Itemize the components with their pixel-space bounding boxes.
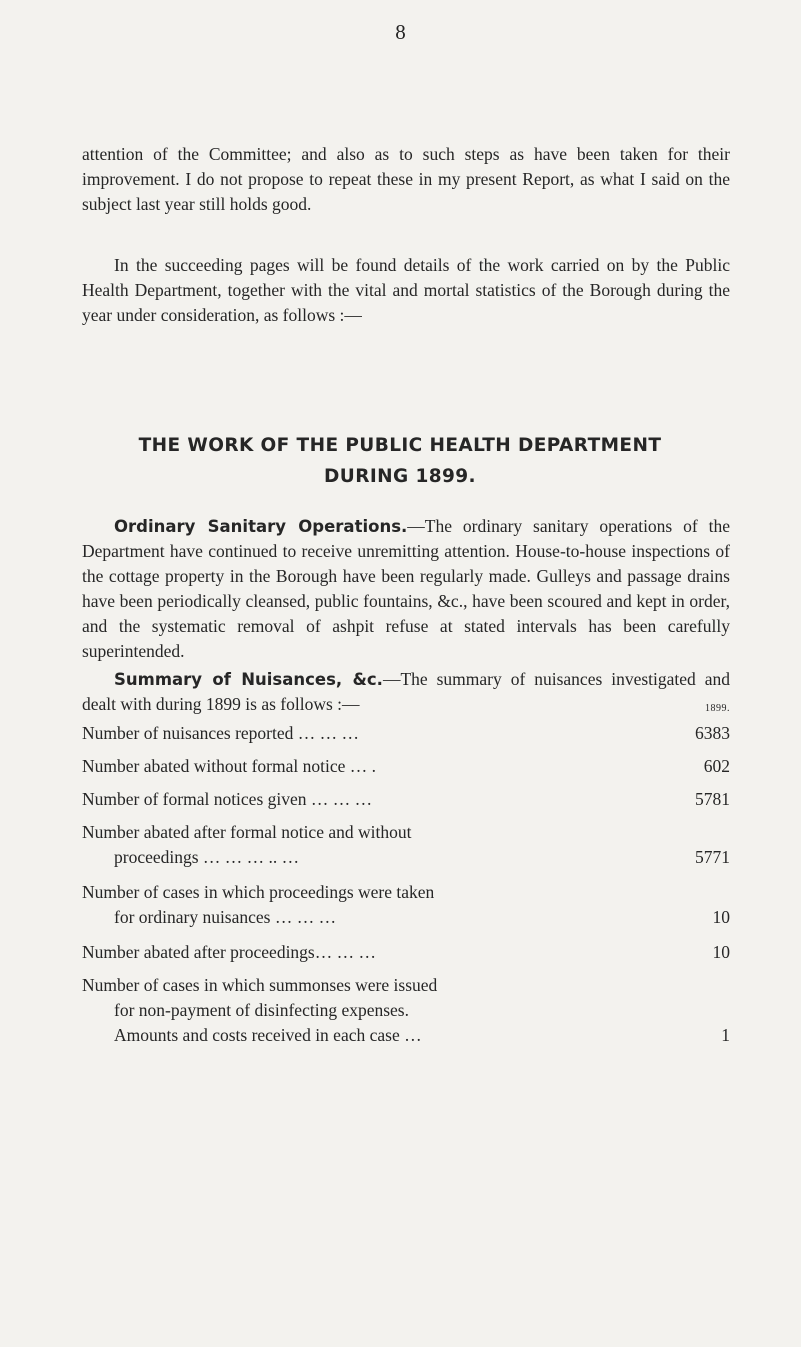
- row-label: Number of formal notices given … … …: [82, 789, 373, 809]
- page-number: 8: [395, 20, 406, 44]
- row-label-continuation: for ordinary nuisances … … …: [114, 907, 337, 927]
- table-row: [82, 940, 730, 965]
- ordinary-operations-paragraph: [82, 514, 730, 664]
- summary-body: —The summary of nuisances investigated and dealt with during 1899 is as follows :—: [82, 669, 731, 714]
- intro-paragraph: attention of the Committee; and also as to such steps as have been taken for their improvement. I do not propose to repeat these in my present Report, as what I said on the subject last year still holds good.: [82, 144, 730, 214]
- row-label: Number of cases in which summonses were issued: [82, 975, 438, 995]
- row-value: 602: [703, 756, 730, 776]
- table-row: [82, 820, 730, 870]
- row-value: 5771: [695, 847, 730, 867]
- table-row: [82, 754, 730, 779]
- year-column-header: 1899.: [705, 703, 730, 714]
- row-label: Number of cases in which proceedings were taken: [82, 882, 435, 902]
- row-value: 6383: [695, 723, 730, 743]
- table-row: [82, 787, 730, 812]
- row-label-continuation: for non-payment of disinfecting expenses.: [114, 1000, 409, 1020]
- table-row: [82, 721, 730, 746]
- row-label: Number of nuisances reported … … …: [82, 723, 360, 743]
- row-value: 5781: [695, 789, 730, 809]
- row-label-continuation: Amounts and costs received in each case …: [114, 1025, 422, 1045]
- row-label-continuation: proceedings … … … .. …: [114, 847, 300, 867]
- ordinary-operations-body: —The ordinary sanitary operations of the Department have continued to receive unremitting attention. House-to-house inspections of the cottage property in the Borough have been regularly made. Gulleys and passage drains have been periodically cleansed, public fountains, &c., have been scoured and kept in order, and the systematic removal of ashpit refuse at stated intervals has been carefully superintended.: [82, 516, 730, 661]
- details-paragraph: In the succeeding pages will be found details of the work carried on by the Public Health Department, together with the vital and mortal statistics of the Borough during the year under consideration, as follows :—: [82, 255, 730, 325]
- table-row: [82, 880, 730, 930]
- row-label: Number abated after formal notice and without: [82, 822, 412, 842]
- table-row: [82, 973, 730, 1048]
- row-value: 10: [712, 907, 730, 927]
- row-label: Number abated without formal notice … .: [82, 756, 377, 776]
- row-label: Number abated after proceedings… … …: [82, 942, 376, 962]
- row-value: 1: [721, 1025, 730, 1045]
- row-value: 10: [712, 942, 730, 962]
- summary-paragraph: [82, 667, 730, 717]
- section-subheading: DURING 1899.: [324, 466, 476, 487]
- section-heading: THE WORK OF THE PUBLIC HEALTH DEPARTMENT: [138, 435, 662, 456]
- summary-title: Summary of Nuisances, &c.: [114, 670, 383, 689]
- ordinary-operations-title: Ordinary Sanitary Operations.: [114, 517, 408, 536]
